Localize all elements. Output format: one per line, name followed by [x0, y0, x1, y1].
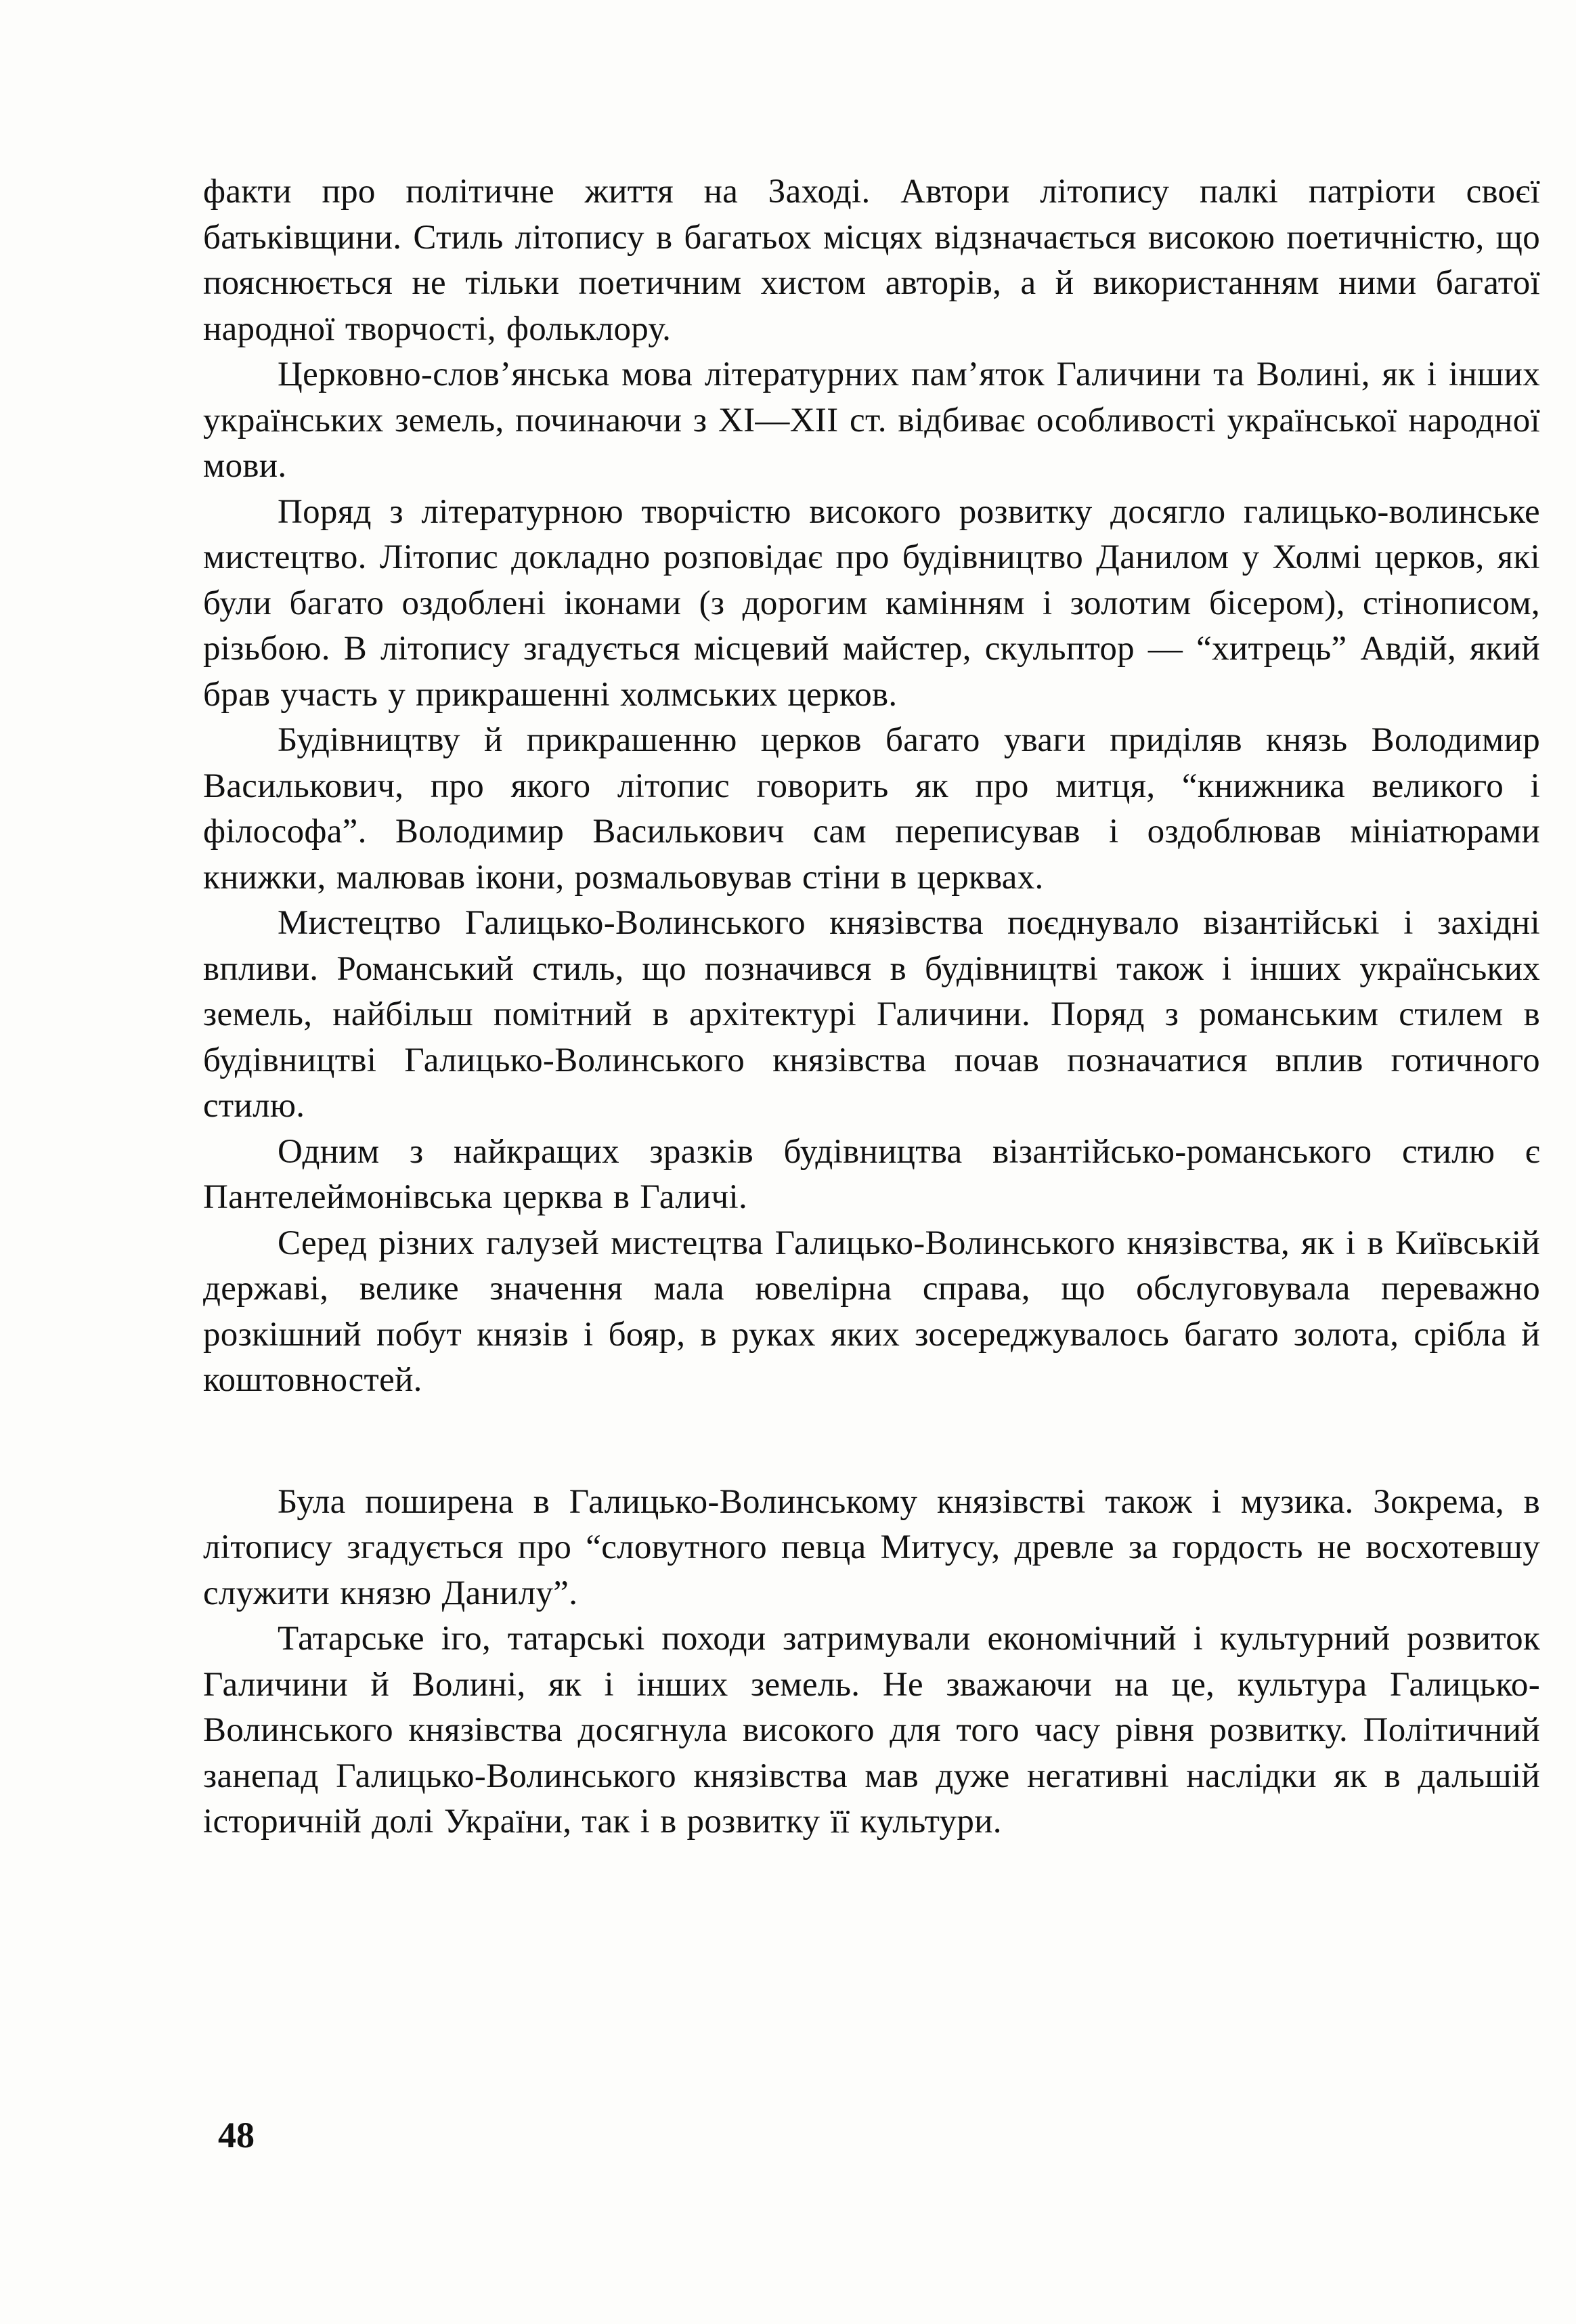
page-number: 48: [218, 2115, 255, 2155]
paragraph-panteleimon-church: Одним з найкращих зразків будівництва візантійсько-романського стилю є Пантелеймонівська церква в Галичі.: [203, 1132, 1540, 1216]
paragraph-art-and-architecture: Поряд з літературною творчістю високого розвитку досягло галицько-волинське мистецтво. Літопис докладно розповідає про будівництво Данилом у Холмі церков, які були багато оздоблені іконами (з дорогим камінням і золотим бісером), стінописом, різьбою. В літопису згадується місцевий майстер, скульптор — “хитрець” Авдій, який брав участь у прикрашенні холмських церков.: [203, 492, 1540, 714]
paragraph-church-slavonic-language: Церковно-слов’янська мова літературних пам’яток Галичини та Волині, як і інших українських земель, починаючи з XI—XII ст. відбиває особливості української народної мови.: [203, 356, 1540, 485]
paragraph-tatar-yoke: Татарське іго, татарські походи затримували економічний і культурний розвиток Галичини й Волині, як і інших земель. Не зважаючи на це, культура Галицько-Волинського князівства досягнула високого для того часу рівня розвитку. Політичний занепад Галицько-Волинського князівства мав дуже негативні наслідки як в дальшій історичній долі України, так і в розвитку її культури.: [203, 1620, 1540, 1841]
page-body: [203, 169, 1540, 1845]
paragraph-volodymyr-vasylkovych: Будівництву й прикрашенню церков багато уваги приділяв князь Володимир Василькович, про якого літопис говорить як про митця, “книжника великого і філософа”. Володимир Василькович сам переписував і оздоблював мініатюрами книжки, малював ікони, розмальовував стіни в церквах.: [203, 721, 1540, 897]
paragraph-romanesque-style: Мистецтво Галицько-Волинського князівства поєднувало візантійські і західні впливи. Романський стиль, що позначився в будівництві також і інших українських земель, найбільш помітний в архітектурі Галичини. Поряд з романським стилем в будівництві Галицько-Волинського князівства почав позначатися вплив готичного стилю.: [203, 904, 1540, 1125]
paragraph-music: Була поширена в Галицько-Волинському князівстві також і музика. Зокрема, в літопису згадується про “словутного певца Митусу, древле за гордость не восхотевшу служити князю Данилу”.: [203, 1482, 1540, 1612]
paragraph-chronicle-style: факти про політичне життя на Заході. Автори літопису палкі патріоти своєї батьківщини. Стиль літопису в багатьох місцях відзначається високою поетичністю, що пояснюється не тільки поетичним хистом авторів, а й використанням ними багатої народної творчості, фольклору.: [203, 173, 1540, 348]
paragraph-jewelry: Серед різних галузей мистецтва Галицько-Волинського князівства, як і в Київській державі, велике значення мала ювелірна справа, що обслуговувала переважно розкішний побут князів і бояр, в руках яких зосереджувалось багато золота, срібла й коштовностей.: [203, 1224, 1540, 1399]
